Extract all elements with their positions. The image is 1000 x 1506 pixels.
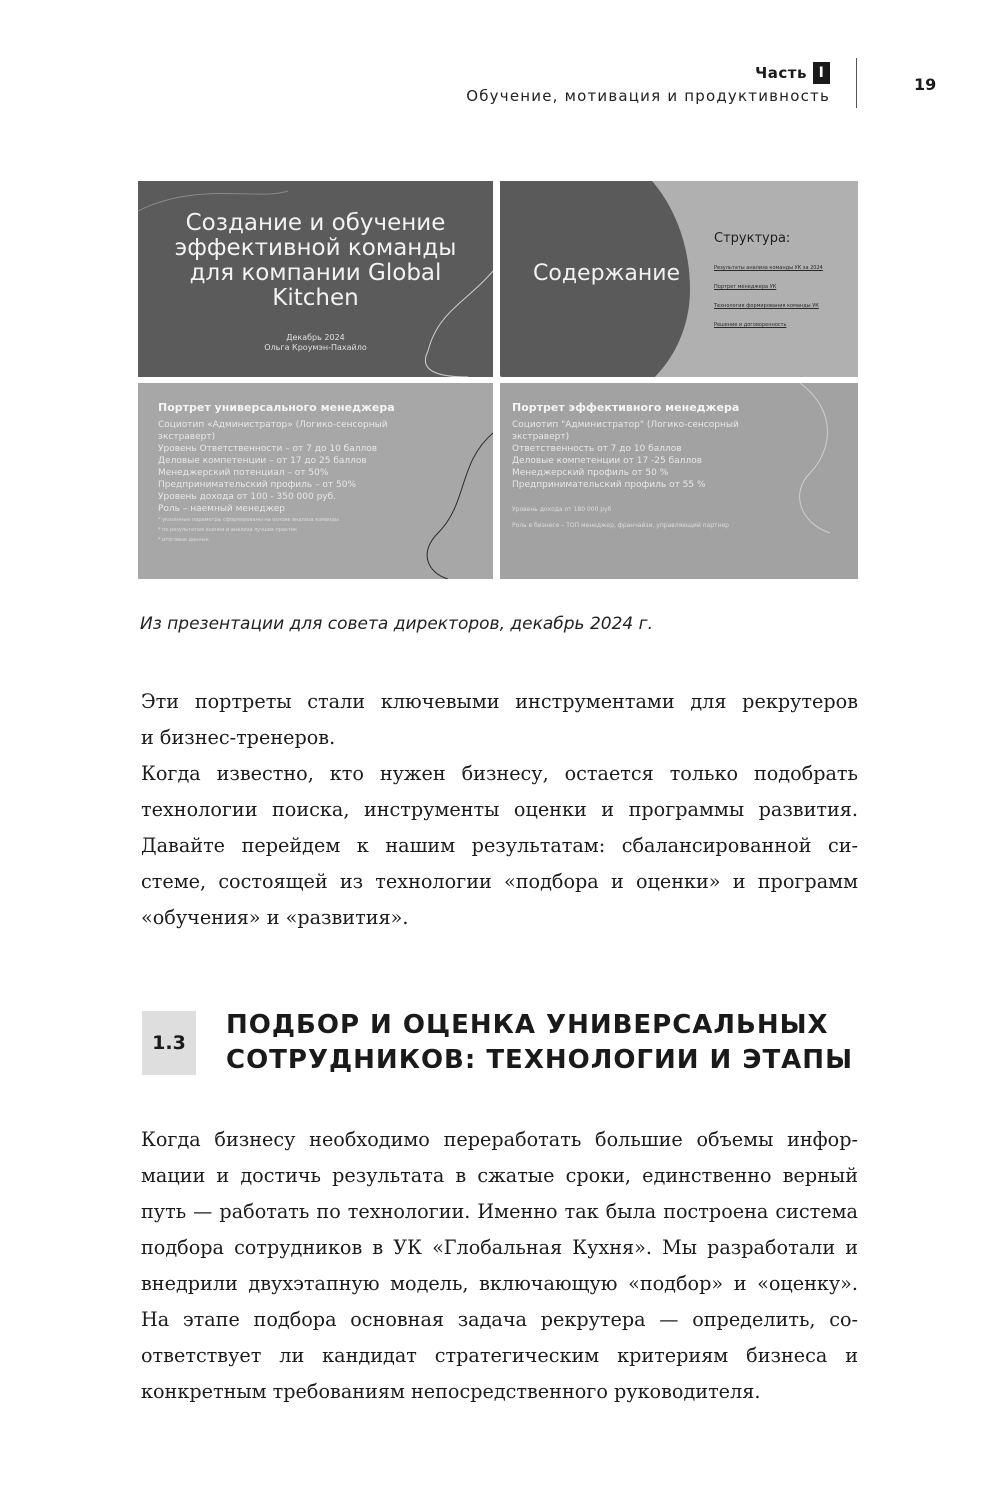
slide-structure-links: Результаты анализа команды УК за 2024 Портрет менеджера УК Технология формирования команды УК Решение и договоренность: [714, 265, 823, 328]
slide-title: [138, 181, 493, 377]
part-number-badge: I: [813, 62, 830, 84]
slide-heading: Портрет универсального менеджера: [158, 401, 395, 414]
slide-heading: Портрет эффективного менеджера: [512, 401, 740, 414]
slide-body: Социотип «Администратор» (Логико-сенсорный экстраверт) Уровень Ответственности – от 7 до 10 баллов Деловые компетенции – от 17 до 25 баллов Менеджерский потенциал – от 50% Предпринимательский профиль – от 50% Уровень дохода от 100 - 350 000 руб. Роль – наемный менеджер * указанные параметры сформированы на основе анализа команды * по результатам оценки и анализа лучших практик * итоговые данные: [158, 420, 388, 543]
part-label-line: [466, 62, 830, 84]
section-heading: ПОДБОР И ОЦЕНКА УНИВЕРСАЛЬНЫХ СОТРУДНИКОВ: ТЕХНОЛОГИИ И ЭТАПЫ: [226, 1010, 854, 1075]
slide-contents: [500, 181, 858, 377]
figure-caption: Из презентации для совета директоров, декабрь 2024 г.: [140, 614, 653, 634]
slide-title-meta: Декабрь 2024 Ольга Кроумэн-Пахайло: [264, 333, 367, 352]
slide-contents-title: Содержание: [533, 261, 681, 286]
section-number-badge: 1.3: [142, 1011, 196, 1075]
slide-title-text: Создание и обучение эффективной команды для компании Global Kitchen: [174, 210, 457, 311]
part-label: Часть: [755, 64, 807, 82]
slide-universal-manager: [138, 383, 493, 579]
body-paragraph: Когда бизнесу необходимо переработать большие объемы инфор- мации и достичь результата в сжатые сроки, единственно верный путь — работать по технологии. Именно так была построена система подбора сотрудников в УК «Глобальная Кухня». Мы разработали и внедрили двухэтапную модель, включающую «подбор» и «оценку». На этапе подбора основная задача рекрутера — определить, со- ответствует ли кандидат стратегическим критериям бизнеса и конкретным требованиям непосредственного руководителя.: [141, 1128, 858, 1403]
page-number: 19: [914, 75, 937, 94]
running-header: [466, 62, 830, 105]
body-paragraph: Эти портреты стали ключевыми инструментами для рекрутеров и бизнес-тренеров. Когда известно, кто нужен бизнесу, остается только подобрать технологии поиска, инструменты оценки и программы развития. Давайте перейдем к нашим результатам: сбалансированной си- стеме, состоящей из технологии «подбора и оценки» и программ «обучения» и «развития».: [141, 690, 858, 929]
slide-body: Социотип "Администратор" (Логико-сенсорный экстраверт) Ответственность от 7 до 10 баллов Деловые компетенции от 17 -25 баллов Менеджерский профиль от 50 % Предпринимательский профиль от 55 % Уровень дохода от 180 000 руб Роль в бизнесе – ТОП менеджер, франчайзи, управляющий партнер: [512, 420, 739, 529]
presentation-slides-figure: [138, 181, 858, 579]
slide-effective-manager: [500, 383, 858, 579]
slide-structure-label: Структура:: [714, 231, 791, 246]
part-subtitle: Обучение, мотивация и продуктивность: [466, 87, 830, 105]
header-divider: [856, 58, 857, 108]
